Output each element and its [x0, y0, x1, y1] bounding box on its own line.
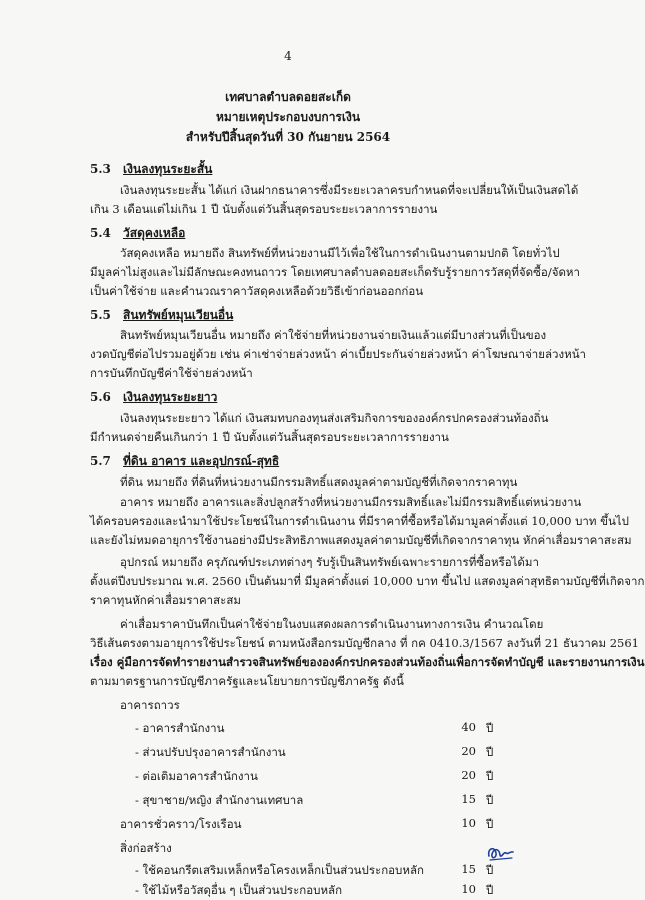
- item-reinforced-concrete: - ใช้คอนกรีตเสริมเหล็กหรือโครงเหล็กเป็นส่วนประกอบหลัก: [135, 863, 424, 877]
- item-office-extension-years: 20: [461, 768, 476, 782]
- unit-label: ปี: [486, 817, 494, 831]
- section-5-7-line-2: อาคาร หมายถึง อาคารและสิ่งปลูกสร้างที่หน่วยงานมีกรรมสิทธิ์และไม่มีกรรมสิทธิ์แต่หน่วยงาน: [120, 495, 582, 509]
- group-temporary-buildings: อาคารชั่วคราว/โรงเรือน: [120, 817, 242, 831]
- section-5-5-line-1: สินทรัพย์หมุนเวียนอื่น หมายถึง ค่าใช้จ่ายที่หน่วยงานจ่ายเงินแล้วแต่มีบางส่วนที่เป็นของ: [120, 328, 547, 342]
- section-5-4-heading: 5.4 วัสดุคงเหลือ: [90, 226, 186, 240]
- section-5-5-heading: 5.5 สินทรัพย์หมุนเวียนอื่น: [90, 308, 234, 322]
- section-5-3-line-2: เกิน 3 เดือนแต่ไม่เกิน 1 ปี นับตั้งแต่วันสิ้นสุดรอบระยะเวลาการรายงาน: [90, 202, 438, 216]
- item-office-building: - อาคารสำนักงาน: [135, 721, 225, 735]
- item-reinforced-concrete-years: 15: [461, 862, 476, 876]
- doc-title: หมายเหตุประกอบงบการเงิน: [215, 110, 361, 124]
- group-temporary-buildings-years: 10: [461, 816, 476, 830]
- section-5-3-line-1: เงินลงทุนระยะสั้น ได้แก่ เงินฝากธนาคารซึ่งมีระยะเวลาครบกำหนดที่จะเปลี่ยนให้เป็นเงินสดได้: [120, 183, 579, 197]
- item-wood-other: - ใช้ไม้หรือวัสดุอื่น ๆ เป็นส่วนประกอบหลัก: [135, 883, 343, 897]
- item-office-improvement: - ส่วนปรับปรุงอาคารสำนักงาน: [135, 745, 286, 759]
- section-5-3-heading: 5.3 เงินลงทุนระยะสั้น: [90, 162, 213, 176]
- item-restrooms-years: 15: [461, 792, 476, 806]
- section-5-6-heading: 5.6 เงินลงทุนระยะยาว: [90, 390, 218, 404]
- section-5-6-line-1: เงินลงทุนระยะยาว ได้แก่ เงินสมทบกองทุนส่งเสริมกิจการขององค์กรปกครองส่วนท้องถิ่น: [120, 411, 549, 425]
- section-5-7-line-5: อุปกรณ์ หมายถึง ครุภัณฑ์ประเภทต่างๆ รับรู้เป็นสินทรัพย์เฉพาะรายการที่ซื้อหรือได้มา: [120, 555, 539, 569]
- section-5-7-line-7: ราคาทุนหักค่าเสื่อมราคาสะสม: [90, 593, 241, 607]
- period-title: สำหรับปีสิ้นสุดวันที่ 30 กันยายน 2564: [185, 130, 391, 144]
- item-restrooms: - สุขาชาย/หญิง สำนักงานเทศบาล: [135, 793, 304, 807]
- item-wood-other-years: 10: [461, 882, 476, 896]
- unit-label: ปี: [486, 769, 494, 783]
- item-office-building-years: 40: [461, 720, 476, 734]
- group-structures: สิ่งก่อสร้าง: [120, 841, 172, 855]
- page-number: 4: [284, 49, 292, 63]
- section-5-7-line-1: ที่ดิน หมายถึง ที่ดินที่หน่วยงานมีกรรมสิทธิ์แสดงมูลค่าตามบัญชีที่เกิดจากราคาทุน: [120, 475, 518, 489]
- unit-label: ปี: [486, 793, 494, 807]
- org-title: เทศบาลตำบลดอยสะเก็ด: [225, 90, 351, 104]
- item-office-extension: - ต่อเติมอาคารสำนักงาน: [135, 769, 258, 783]
- section-5-7-line-4: และยังไม่หมดอายุการใช้งานอย่างมีประสิทธิภาพแสดงมูลค่าตามบัญชีที่เกิดจากราคาทุน หักค่าเสื่อมราคาสะสม: [90, 533, 632, 547]
- section-5-7-line-3: ได้ครอบครองและนำมาใช้ประโยชน์ในการดำเนินงาน ที่มีราคาที่ซื้อหรือได้มามูลค่าตั้งแต่ 10,000 บาท ขึ้นไป: [90, 514, 629, 528]
- item-office-improvement-years: 20: [461, 744, 476, 758]
- handwritten-initials-signature: [486, 842, 516, 864]
- section-5-5-line-2: งวดบัญชีต่อไปรวมอยู่ด้วย เช่น ค่าเช่าจ่ายล่วงหน้า ค่าเบี้ยประกันจ่ายล่วงหน้า ค่าโฆษณาจ่ายล่วงหน้า: [90, 347, 587, 361]
- section-5-5-line-3: การบันทึกบัญชีค่าใช้จ่ายล่วงหน้า: [90, 366, 253, 380]
- section-5-7-line-11: ตามมาตรฐานการบัญชีภาครัฐและนโยบายการบัญชีภาครัฐ ดังนี้: [90, 674, 404, 688]
- unit-label: ปี: [486, 745, 494, 759]
- unit-label: ปี: [486, 863, 494, 877]
- section-5-4-line-1: วัสดุคงเหลือ หมายถึง สินทรัพย์ที่หน่วยงานมีไว้เพื่อใช้ในการดำเนินงานตามปกติ โดยทั่วไป: [120, 246, 560, 260]
- section-5-4-line-2: มีมูลค่าไม่สูงและไม่มีลักษณะคงทนถาวร โดยเทศบาลตำบลดอยสะเก็ดรับรู้รายการวัสดุที่จัดซื้อ/จัดหา: [90, 265, 580, 279]
- section-5-7-line-10: เรื่อง คู่มือการจัดทำรายงานสำรวจสินทรัพย์ขององค์กรปกครองส่วนท้องถิ่นเพื่อการจัดทำบัญชี และรายงานการเงิน: [90, 655, 645, 669]
- section-5-6-line-2: มีกำหนดจ่ายคืนเกินกว่า 1 ปี นับตั้งแต่วันสิ้นสุดรอบระยะเวลาการรายงาน: [90, 430, 449, 444]
- section-5-7-line-9: วิธีเส้นตรงตามอายุการใช้ประโยชน์ ตามหนังสือกรมบัญชีกลาง ที่ กค 0410.3/1567 ลงวันที่ 21 ธันวาคม 2561: [90, 636, 639, 650]
- section-5-7-heading: 5.7 ที่ดิน อาคาร และอุปกรณ์-สุทธิ: [90, 454, 280, 468]
- section-5-7-line-6: ตั้งแต่ปีงบประมาณ พ.ศ. 2560 เป็นต้นมาที่ มีมูลค่าตั้งแต่ 10,000 บาท ขึ้นไป แสดงมูลค่าสุทธิตามบัญชีที่เกิดจาก: [90, 574, 645, 588]
- section-5-4-line-3: เป็นค่าใช้จ่าย และคำนวณราคาวัสดุคงเหลือด้วยวิธีเข้าก่อนออกก่อน: [90, 284, 424, 298]
- group-permanent-buildings: อาคารถาวร: [120, 698, 180, 712]
- section-5-7-line-8: ค่าเสื่อมราคาบันทึกเป็นค่าใช้จ่ายในงบแสดงผลการดำเนินงานทางการเงิน คำนวณโดย: [120, 617, 544, 631]
- unit-label: ปี: [486, 883, 494, 897]
- unit-label: ปี: [486, 721, 494, 735]
